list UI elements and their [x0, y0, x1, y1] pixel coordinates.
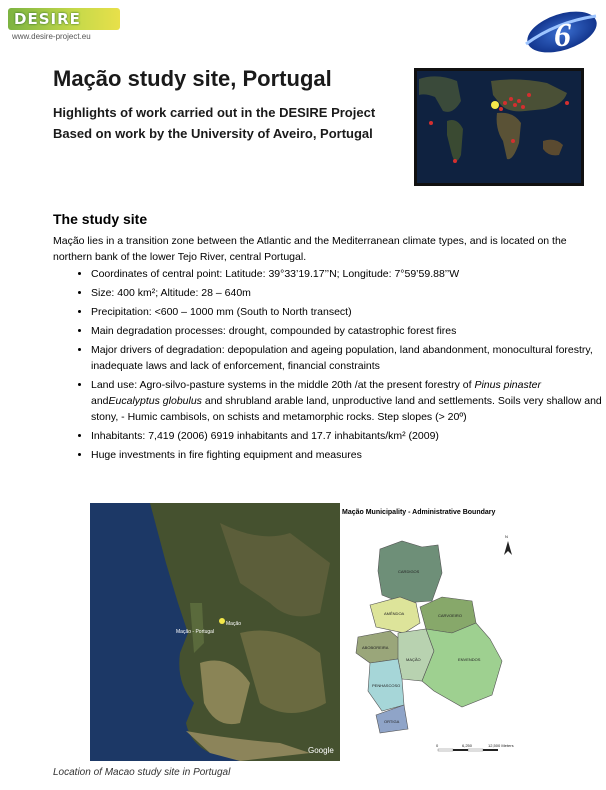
list-item: • Major drivers of degradation: depopulation and ageing population, land abandonment, monocultural forestry, inadequate laws and lack of enforcement, financial constraints — [91, 342, 606, 374]
text-segment: Land use: Agro-silvo-pasture systems in the middle 20th /at the present forestry of — [91, 379, 475, 391]
section-heading-study-site: The study site — [53, 211, 148, 227]
parish-envendos: ENVENDOS — [458, 657, 481, 662]
list-item: • Coordinates of central point: Latitude: 39°33’19.17’’N; Longitude: 7°59’59.88’’W — [91, 266, 606, 282]
list-item: • Huge investments in fire fighting equipment and measures — [91, 447, 606, 463]
fp6-number: 6 — [554, 17, 571, 54]
text-segment: and — [91, 395, 109, 407]
intro-paragraph: Mação lies in a transition zone between the Atlantic and the Mediterranean climate types, and is located on the northern bank of the lower Tejo River, central Portugal. — [53, 235, 567, 263]
parish-ortiga: ORTIGA — [384, 719, 400, 724]
parish-carvoeiro: CARVOEIRO — [438, 613, 462, 618]
page-title: Mação study site, Portugal — [53, 66, 332, 91]
species-name: Eucalyptus globulus — [108, 395, 202, 407]
scale-label-1: 6,250 — [462, 743, 473, 748]
scale-label-2: 12,500 Meters — [488, 743, 514, 748]
site-facts-list — [53, 266, 606, 466]
world-map-image — [414, 68, 584, 186]
list-item: • Size: 400 km²; Altitude: 28 – 640m — [91, 285, 606, 301]
parish-penhascoso: PENHASCOSO — [372, 683, 401, 688]
fp6-logo — [516, 4, 600, 56]
parish-amendoa: AMÊNDOA — [384, 611, 405, 616]
google-watermark: Google — [308, 746, 334, 755]
scale-bar — [438, 749, 498, 751]
list-item: • Inhabitants: 7,419 (2006) 6919 inhabitants and 17.7 inhabitants/km² (2009) — [91, 428, 606, 444]
north-arrow-icon — [504, 541, 512, 555]
parish-cardigos: CARDIGOS — [398, 569, 420, 574]
parish-aboboreira: ABOBOREIRA — [362, 645, 389, 650]
municipality-map-drawing — [342, 511, 520, 761]
subtitle-based-on: Based on work by the University of Aveiro, Portugal — [53, 126, 373, 141]
north-label: N — [505, 534, 508, 539]
parish-macao: MAÇÃO — [406, 657, 421, 662]
satellite-drawing — [90, 503, 340, 761]
municipality-map-title: Mação Municipality - Administrative Boundary — [342, 509, 496, 516]
scale-label-0: 0 — [436, 743, 439, 748]
desire-logo-url: www.desire-project.eu — [12, 32, 91, 41]
list-item: • Main degradation processes: drought, compounded by catastrophic forest fires — [91, 323, 606, 339]
list-item — [91, 377, 606, 425]
satellite-image-portugal — [90, 503, 340, 761]
desire-logo-text: DESIRE — [14, 10, 81, 28]
macao-pin-icon — [219, 618, 225, 624]
satellite-label-pin: Mação — [226, 621, 242, 627]
desire-logo — [8, 8, 120, 44]
world-map-drawing — [417, 71, 581, 183]
figure-caption: Location of Macao study site in Portugal — [53, 767, 231, 778]
species-name: Pinus pinaster — [474, 379, 541, 391]
text-segment: and shrubland arable land, unproductive land and settlements. Soils very shallow and stony, - Humic cambisols, on schists and metamorphic rocks. Step slopes (> 20º) — [91, 395, 602, 423]
satellite-label-place: Mação - Portugal — [176, 629, 215, 635]
municipality-map — [342, 503, 520, 761]
list-item: • Precipitation: <600 – 1000 mm (South to North transect) — [91, 304, 606, 320]
subtitle-highlights: Highlights of work carried out in the DESIRE Project — [53, 105, 376, 120]
